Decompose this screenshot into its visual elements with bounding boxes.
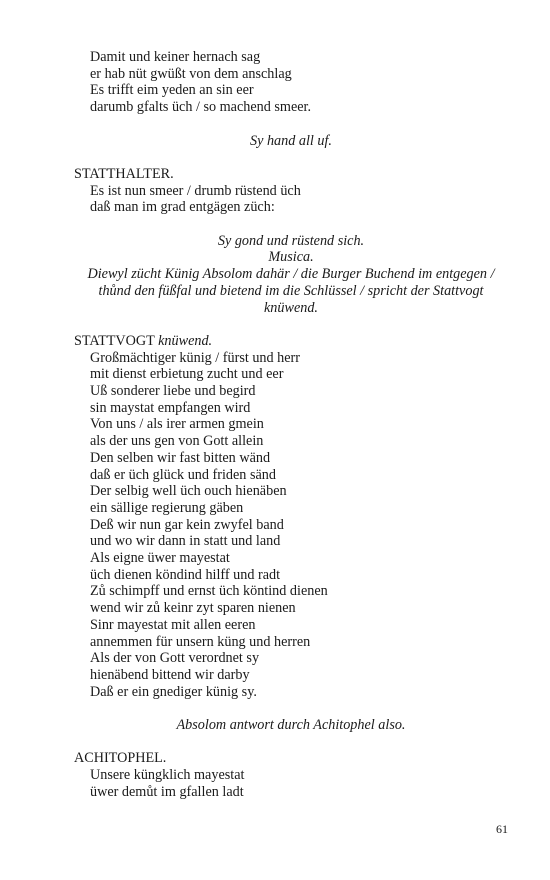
spacer <box>74 700 508 717</box>
spacer <box>74 734 508 751</box>
verse-line: Damit und keiner hernach sag <box>90 49 261 65</box>
spacer <box>74 149 508 166</box>
verse-line: sin maystat empfangen wird <box>90 399 251 416</box>
verse-section-1 <box>74 49 508 116</box>
verse-section-4 <box>74 750 508 800</box>
verse-line: daß man im grad entgägen züch: <box>90 199 275 216</box>
stage-direction: Sy hand all uf. <box>250 132 332 149</box>
verse-line: Den selben wir fast bitten wänd <box>90 449 271 466</box>
verse-line: ein sällige regierung gäben <box>90 499 244 516</box>
verse-section-3 <box>74 333 508 700</box>
verse-line: Der selbig well üch ouch hienäben <box>90 483 287 500</box>
verse-line: Unsere küngklich mayestat <box>90 767 245 784</box>
verse-line: Deß wir nun gar kein zwyfel band <box>90 516 284 533</box>
stage-direction: Musica. <box>268 249 314 266</box>
speaker-direction: knüwend. <box>158 332 213 349</box>
spacer <box>74 316 508 333</box>
stage-direction-block: Diewyl zücht Künig Absolom dahär / die Burger Buchend im entgegen / thůnd den füßfal und bietend im die Schlüssel / spricht der Stattvogt knüwend. <box>87 266 495 316</box>
verse-section-2 <box>74 166 508 216</box>
speaker-name: STATTVOGT <box>74 332 155 349</box>
verse-line: er hab nüt gwüßt von dem anschlag <box>90 65 292 82</box>
verse-line: wend wir zů keinr zyt sparen nienen <box>90 600 296 617</box>
verse-line: und wo wir dann in statt und land <box>90 533 281 550</box>
verse-line: daß er üch glück und friden sänd <box>90 466 276 483</box>
speaker-name: STATTHALTER. <box>74 165 174 182</box>
speaker-name: ACHITOPHEL. <box>74 750 167 767</box>
verse-line: Als der von Gott verordnet sy <box>90 650 260 667</box>
verse-line: darumb gfalts üch / so machend smeer. <box>90 99 312 116</box>
verse-line: Sinr mayestat mit allen eeren <box>90 616 256 633</box>
stage-direction: Sy gond und rüstend sich. <box>217 232 365 249</box>
spacer <box>74 116 508 133</box>
speaker-heading <box>74 333 508 350</box>
verse-line: Daß er ein gnediger künig sy. <box>90 683 257 700</box>
verse-line: Zů schimpff und ernst üch köntind dienen <box>90 583 328 600</box>
verse-line: hienäbend bittend wir darby <box>90 666 250 683</box>
page-number: 61 <box>496 822 508 836</box>
verse-line: als der uns gen von Gott allein <box>90 433 264 450</box>
page-content <box>74 49 508 801</box>
verse-line: üch dienen köndind hilff und radt <box>90 566 281 583</box>
spacer <box>74 216 508 233</box>
stage-direction: Absolom antwort durch Achitophel also. <box>176 717 406 734</box>
verse-line: Es trifft eim yeden an sin eer <box>90 82 254 99</box>
verse-line: üwer demůt im gfallen ladt <box>90 783 244 800</box>
verse-line: Großmächtiger künig / fürst und herr <box>90 349 300 366</box>
verse-line: annemmen für unsern küng und herren <box>90 633 311 650</box>
verse-line: mit dienst erbietung zucht und eer <box>90 366 284 383</box>
verse-line: Von uns / als irer armen gmein <box>90 416 264 433</box>
verse-line: Es ist nun smeer / drumb rüstend üch <box>90 182 301 199</box>
verse-line: Als eigne üwer mayestat <box>90 550 230 567</box>
verse-line: Uß sonderer liebe und begird <box>90 383 256 399</box>
